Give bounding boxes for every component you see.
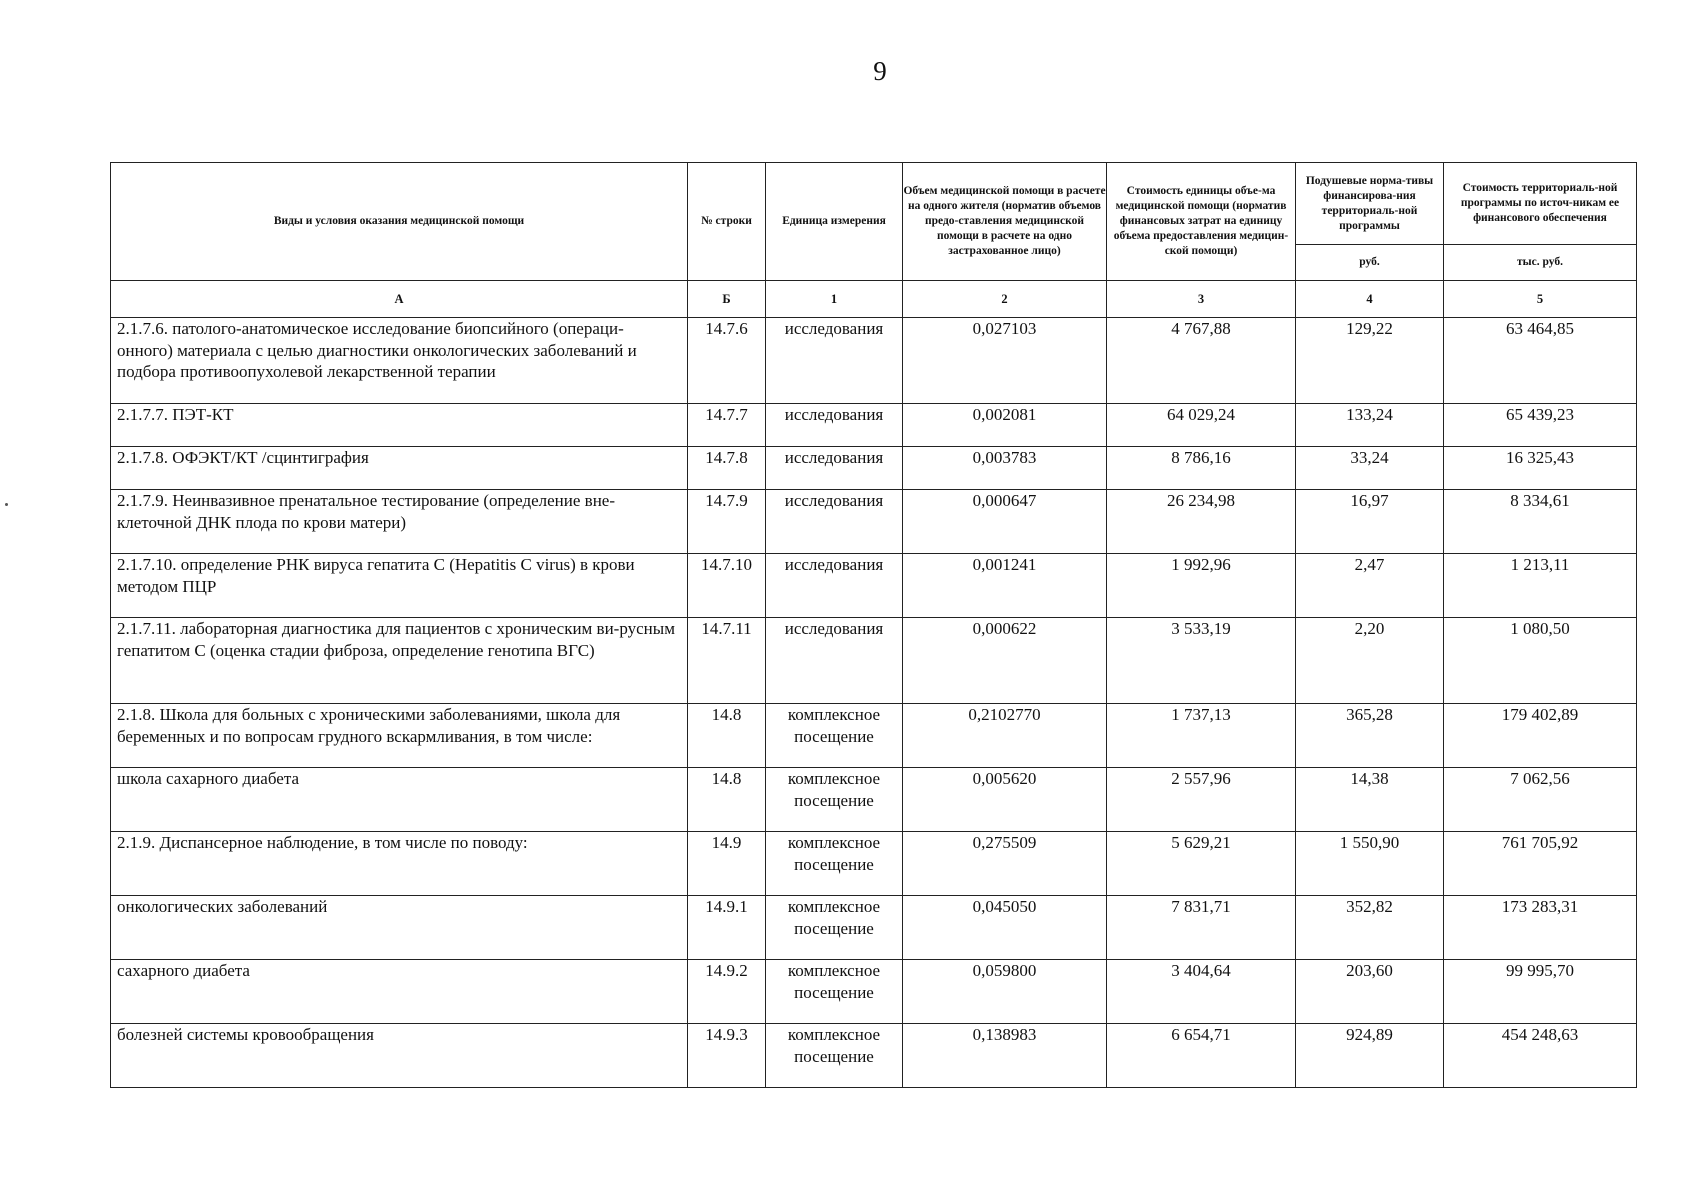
row-cost: 5 629,21 <box>1107 832 1296 896</box>
row-per-capita: 2,47 <box>1296 554 1444 618</box>
row-volume: 0,000622 <box>903 618 1107 704</box>
row-total: 179 402,89 <box>1444 704 1637 768</box>
row-name: 2.1.9. Диспансерное наблюдение, в том числе по поводу: <box>111 832 688 896</box>
header-row <box>111 163 1637 245</box>
row-cost: 8 786,16 <box>1107 447 1296 490</box>
column-index: Б <box>688 281 766 318</box>
row-line-number: 14.9.1 <box>688 896 766 960</box>
row-volume: 0,003783 <box>903 447 1107 490</box>
row-volume: 0,002081 <box>903 404 1107 447</box>
table-row <box>111 404 1637 447</box>
row-total: 454 248,63 <box>1444 1024 1637 1088</box>
row-name: онкологических заболеваний <box>111 896 688 960</box>
row-cost: 7 831,71 <box>1107 896 1296 960</box>
row-name: школа сахарного диабета <box>111 768 688 832</box>
row-unit: комплексное посещение <box>766 832 903 896</box>
row-line-number: 14.9.3 <box>688 1024 766 1088</box>
table-row <box>111 704 1637 768</box>
row-unit: исследования <box>766 404 903 447</box>
header-col-3: Стоимость единицы объе-ма медицинской помощи (норматив финансовых затрат на единицу объема предоставления медицин-ской помощи) <box>1107 163 1296 281</box>
row-unit: исследования <box>766 490 903 554</box>
row-total: 99 995,70 <box>1444 960 1637 1024</box>
row-name: 2.1.7.8. ОФЭКТ/КТ /сцинтиграфия <box>111 447 688 490</box>
row-line-number: 14.7.9 <box>688 490 766 554</box>
row-per-capita: 2,20 <box>1296 618 1444 704</box>
row-line-number: 14.9.2 <box>688 960 766 1024</box>
row-cost: 1 992,96 <box>1107 554 1296 618</box>
column-index-row <box>111 281 1637 318</box>
table-row <box>111 447 1637 490</box>
row-per-capita: 16,97 <box>1296 490 1444 554</box>
row-unit: исследования <box>766 618 903 704</box>
row-per-capita: 129,22 <box>1296 318 1444 404</box>
row-total: 173 283,31 <box>1444 896 1637 960</box>
row-line-number: 14.7.6 <box>688 318 766 404</box>
column-index: 2 <box>903 281 1107 318</box>
page-number: 9 <box>873 56 887 86</box>
row-unit: комплексное посещение <box>766 704 903 768</box>
row-name: 2.1.7.6. патолого-анатомическое исследование биопсийного (операци-онного) материала с целью диагностики онкологических заболеваний и подбора противоопухолевой лекарственной терапии <box>111 318 688 404</box>
row-volume: 0,005620 <box>903 768 1107 832</box>
header-col-b: № строки <box>688 163 766 281</box>
row-line-number: 14.8 <box>688 704 766 768</box>
row-per-capita: 14,38 <box>1296 768 1444 832</box>
row-cost: 6 654,71 <box>1107 1024 1296 1088</box>
row-cost: 1 737,13 <box>1107 704 1296 768</box>
row-cost: 4 767,88 <box>1107 318 1296 404</box>
row-name: 2.1.7.9. Неинвазивное пренатальное тестирование (определение вне-клеточной ДНК плода по крови матери) <box>111 490 688 554</box>
row-total: 1 080,50 <box>1444 618 1637 704</box>
table-row <box>111 318 1637 404</box>
column-index: 5 <box>1444 281 1637 318</box>
row-name: 2.1.7.10. определение РНК вируса гепатита С (Hepatitis C virus) в крови методом ПЦР <box>111 554 688 618</box>
row-volume: 0,2102770 <box>903 704 1107 768</box>
row-line-number: 14.7.8 <box>688 447 766 490</box>
row-name: 2.1.7.7. ПЭТ-КТ <box>111 404 688 447</box>
row-volume: 0,045050 <box>903 896 1107 960</box>
row-unit: комплексное посещение <box>766 960 903 1024</box>
row-cost: 26 234,98 <box>1107 490 1296 554</box>
medical-care-table <box>110 162 1637 1088</box>
row-total: 63 464,85 <box>1444 318 1637 404</box>
row-total: 761 705,92 <box>1444 832 1637 896</box>
table-row <box>111 554 1637 618</box>
row-volume: 0,059800 <box>903 960 1107 1024</box>
row-unit: исследования <box>766 554 903 618</box>
row-per-capita: 924,89 <box>1296 1024 1444 1088</box>
table-row <box>111 490 1637 554</box>
row-unit: комплексное посещение <box>766 1024 903 1088</box>
column-index: 1 <box>766 281 903 318</box>
row-total: 1 213,11 <box>1444 554 1637 618</box>
row-per-capita: 33,24 <box>1296 447 1444 490</box>
row-volume: 0,000647 <box>903 490 1107 554</box>
column-index: 4 <box>1296 281 1444 318</box>
row-line-number: 14.7.10 <box>688 554 766 618</box>
row-total: 7 062,56 <box>1444 768 1637 832</box>
row-total: 16 325,43 <box>1444 447 1637 490</box>
row-total: 65 439,23 <box>1444 404 1637 447</box>
row-line-number: 14.8 <box>688 768 766 832</box>
header-col-2: Объем медицинской помощи в расчете на одного жителя (норматив объемов предо-ставления медицинской помощи в расчете на одно застрахованное лицо) <box>903 163 1107 281</box>
header-col-1: Единица измерения <box>766 163 903 281</box>
row-unit: комплексное посещение <box>766 768 903 832</box>
row-cost: 2 557,96 <box>1107 768 1296 832</box>
row-cost: 3 533,19 <box>1107 618 1296 704</box>
table-row <box>111 832 1637 896</box>
column-index: 3 <box>1107 281 1296 318</box>
row-cost: 3 404,64 <box>1107 960 1296 1024</box>
row-volume: 0,027103 <box>903 318 1107 404</box>
row-unit: исследования <box>766 447 903 490</box>
table-row <box>111 768 1637 832</box>
column-index: А <box>111 281 688 318</box>
row-name: болезней системы кровообращения <box>111 1024 688 1088</box>
table-row <box>111 1024 1637 1088</box>
row-name: 2.1.7.11. лабораторная диагностика для пациентов с хроническим ви-русным гепатитом С (оценка стадии фиброза, определение генотипа ВГС) <box>111 618 688 704</box>
row-total: 8 334,61 <box>1444 490 1637 554</box>
row-per-capita: 203,60 <box>1296 960 1444 1024</box>
row-cost: 64 029,24 <box>1107 404 1296 447</box>
row-per-capita: 1 550,90 <box>1296 832 1444 896</box>
header-col-a: Виды и условия оказания медицинской помощи <box>111 163 688 281</box>
row-per-capita: 352,82 <box>1296 896 1444 960</box>
header-col-4-unit: руб. <box>1296 245 1444 281</box>
row-per-capita: 365,28 <box>1296 704 1444 768</box>
header-col-5-unit: тыс. руб. <box>1444 245 1637 281</box>
header-col-4: Подушевые норма-тивы финансирова-ния территориаль-ной программы <box>1296 163 1444 245</box>
row-line-number: 14.7.11 <box>688 618 766 704</box>
table-row <box>111 618 1637 704</box>
row-name: сахарного диабета <box>111 960 688 1024</box>
row-volume: 0,001241 <box>903 554 1107 618</box>
row-unit: комплексное посещение <box>766 896 903 960</box>
table-row <box>111 896 1637 960</box>
row-name: 2.1.8. Школа для больных с хроническими заболеваниями, школа для беременных и по вопросам грудного вскармливания, в том числе: <box>111 704 688 768</box>
row-line-number: 14.7.7 <box>688 404 766 447</box>
row-unit: исследования <box>766 318 903 404</box>
header-col-5: Стоимость территориаль-ной программы по источ-никам ее финансового обеспечения <box>1444 163 1637 245</box>
row-per-capita: 133,24 <box>1296 404 1444 447</box>
row-line-number: 14.9 <box>688 832 766 896</box>
row-volume: 0,275509 <box>903 832 1107 896</box>
scan-artifact-dot <box>5 503 8 506</box>
row-volume: 0,138983 <box>903 1024 1107 1088</box>
table-row <box>111 960 1637 1024</box>
